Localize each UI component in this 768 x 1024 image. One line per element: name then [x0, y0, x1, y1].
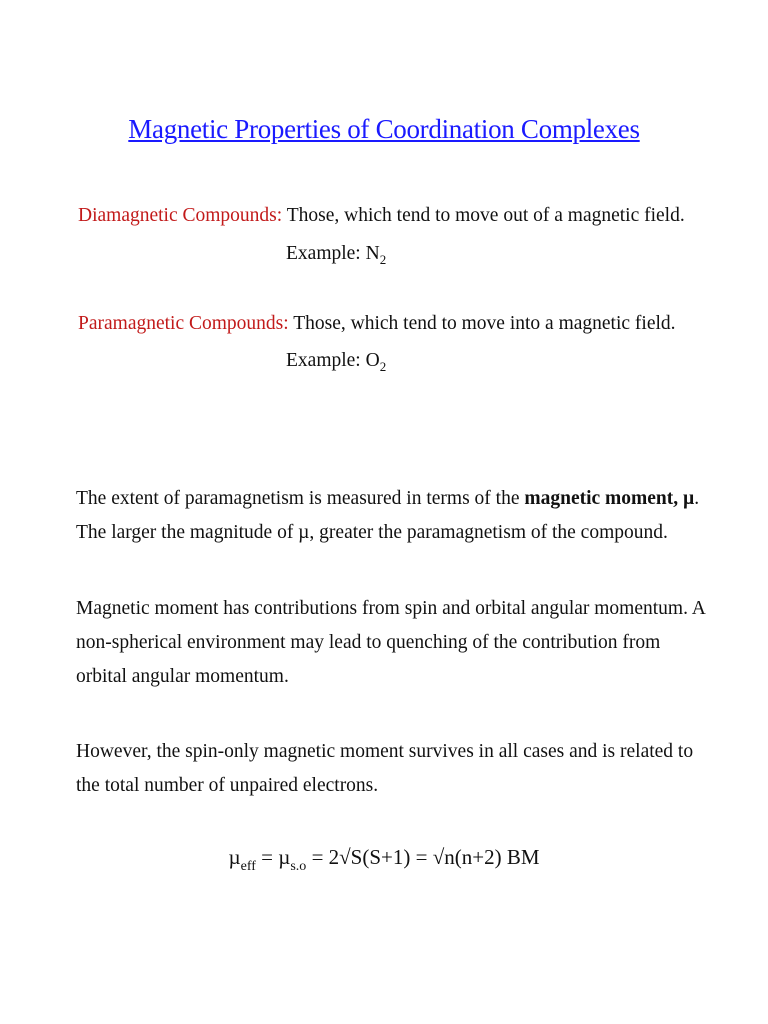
diamagnetic-definition [78, 205, 685, 227]
diamagnetic-text: Those, which tend to move out of a magnetic field. [282, 205, 685, 226]
paragraph-contributions: Magnetic moment has contributions from spin and orbital angular momentum. A non-spherical environment may lead to quenching of the contribution from orbital angular momentum. [76, 598, 705, 687]
formula-mu: µ [228, 845, 241, 869]
example-formula: N [365, 243, 380, 264]
formula-sub-so: s.o [290, 859, 307, 874]
example-formula: O [365, 350, 380, 371]
paragraph-magnetic-moment [76, 482, 716, 550]
example-label: Example: [286, 243, 366, 264]
example-subscript: 2 [379, 359, 387, 374]
diamagnetic-term: Diamagnetic Compounds: [78, 205, 283, 226]
page-title: Magnetic Properties of Coordination Complexes [128, 114, 640, 144]
formula-sub-eff: eff [240, 859, 256, 874]
formula-rest: = 2√S(S+1) = √n(n+2) BM [306, 845, 540, 869]
example-label: Example: [286, 350, 366, 371]
paramagnetic-term: Paramagnetic Compounds: [78, 313, 289, 334]
para1-after: . The larger the magnitude of µ, greater the paramagnetism of the compound. [76, 488, 700, 543]
paramagnetic-text: Those, which tend to move into a magnetic field. [288, 313, 676, 334]
diamagnetic-example [286, 243, 386, 265]
spin-only-formula [0, 845, 768, 874]
example-subscript: 2 [379, 252, 387, 267]
paramagnetic-example [286, 350, 386, 372]
paramagnetic-definition [78, 313, 676, 335]
magnetic-moment-term: magnetic moment, µ [524, 488, 695, 509]
formula-mid: = µ [255, 845, 291, 869]
paragraph-spin-only: However, the spin-only magnetic moment survives in all cases and is related to the total number of unpaired electrons. [76, 741, 694, 796]
para1-before: The extent of paramagnetism is measured in terms of the [76, 488, 525, 509]
